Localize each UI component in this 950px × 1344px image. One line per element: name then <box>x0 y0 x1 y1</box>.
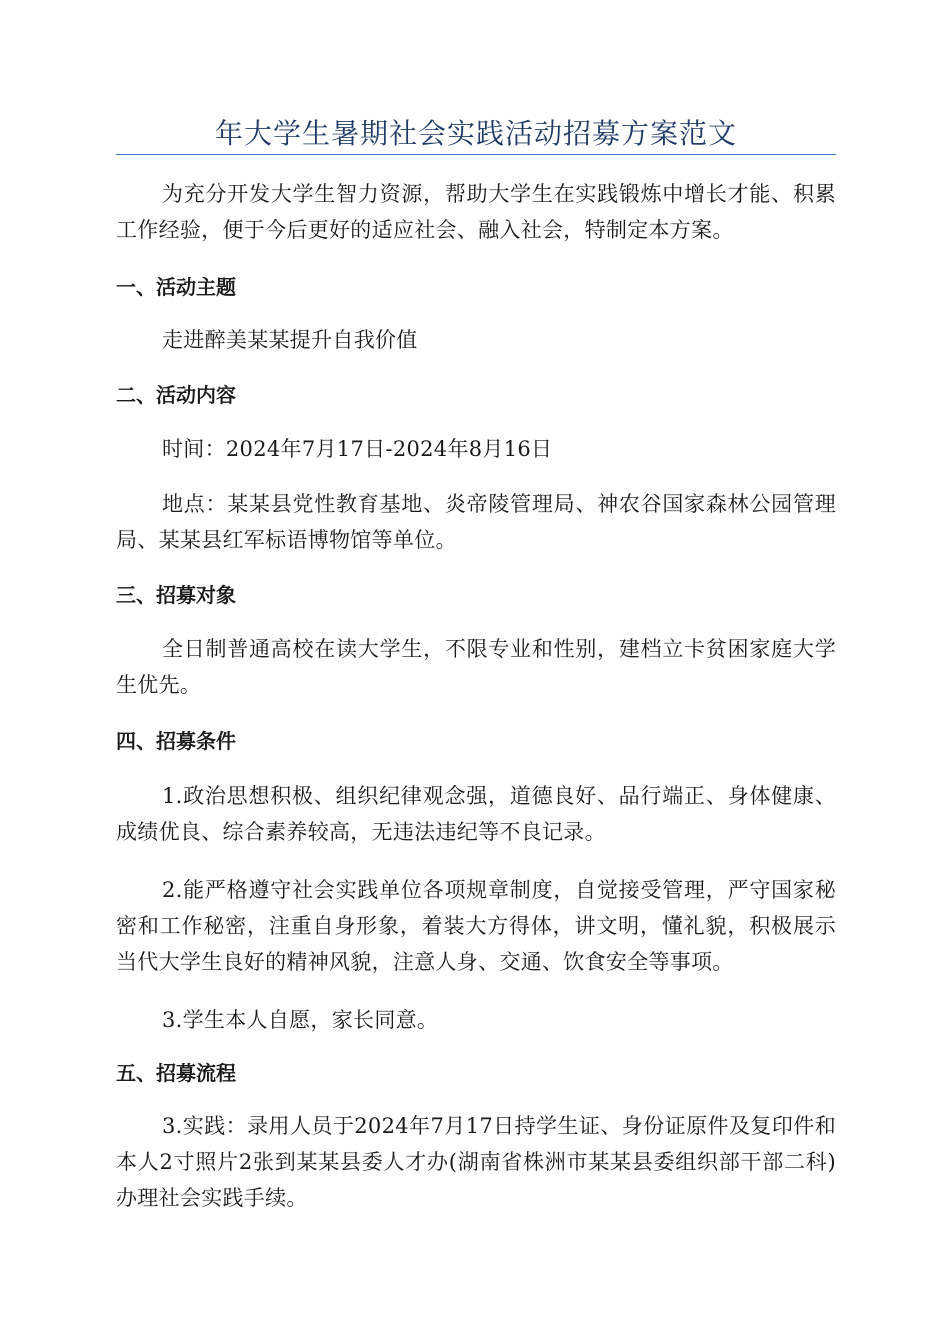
target-paragraph: 全日制普通高校在读大学生，不限专业和性别，建档立卡贫困家庭大学生优先。 <box>116 637 836 697</box>
condition-item-2: 2.能严格遵守社会实践单位各项规章制度，自觉接受管理，严守国家秘密和工作秘密，注重自身形象，着装大方得体，讲文明，懂礼貌，积极展示当代大学生良好的精神风貌，注意人身、交通、饮食安全等事项。 <box>116 878 836 974</box>
intro-paragraph: 为充分开发大学生智力资源，帮助大学生在实践锻炼中增长才能、积累工作经验，便于今后更好的适应社会、融入社会，特制定本方案。 <box>116 182 836 242</box>
title-underline <box>116 154 836 155</box>
section-heading-target: 三、招募对象 <box>116 583 236 607</box>
time-paragraph: 时间：2024年7月17日-2024年8月16日 <box>162 437 553 461</box>
theme-paragraph: 走进醉美某某提升自我价值 <box>162 328 418 352</box>
section-heading-content: 二、活动内容 <box>116 383 236 407</box>
location-paragraph: 地点：某某县党性教育基地、炎帝陵管理局、神农谷国家森林公园管理局、某某县红军标语博物馆等单位。 <box>116 492 836 552</box>
document-page <box>116 0 836 1344</box>
section-heading-conditions: 四、招募条件 <box>116 729 236 753</box>
section-heading-theme: 一、活动主题 <box>116 275 236 299</box>
section-heading-process: 五、招募流程 <box>116 1061 236 1085</box>
condition-item-1: 1.政治思想积极、组织纪律观念强，道德良好、品行端正、身体健康、成绩优良、综合素养较高，无违法违纪等不良记录。 <box>116 784 836 844</box>
process-paragraph: 3.实践：录用人员于2024年7月17日持学生证、身份证原件及复印件和本人2寸照片2张到某某县委人才办(湖南省株洲市某某县委组织部干部二科)办理社会实践手续。 <box>116 1114 836 1210</box>
condition-item-3: 3.学生本人自愿，家长同意。 <box>162 1008 439 1032</box>
document-title: 年大学生暑期社会实践活动招募方案范文 <box>214 117 737 150</box>
